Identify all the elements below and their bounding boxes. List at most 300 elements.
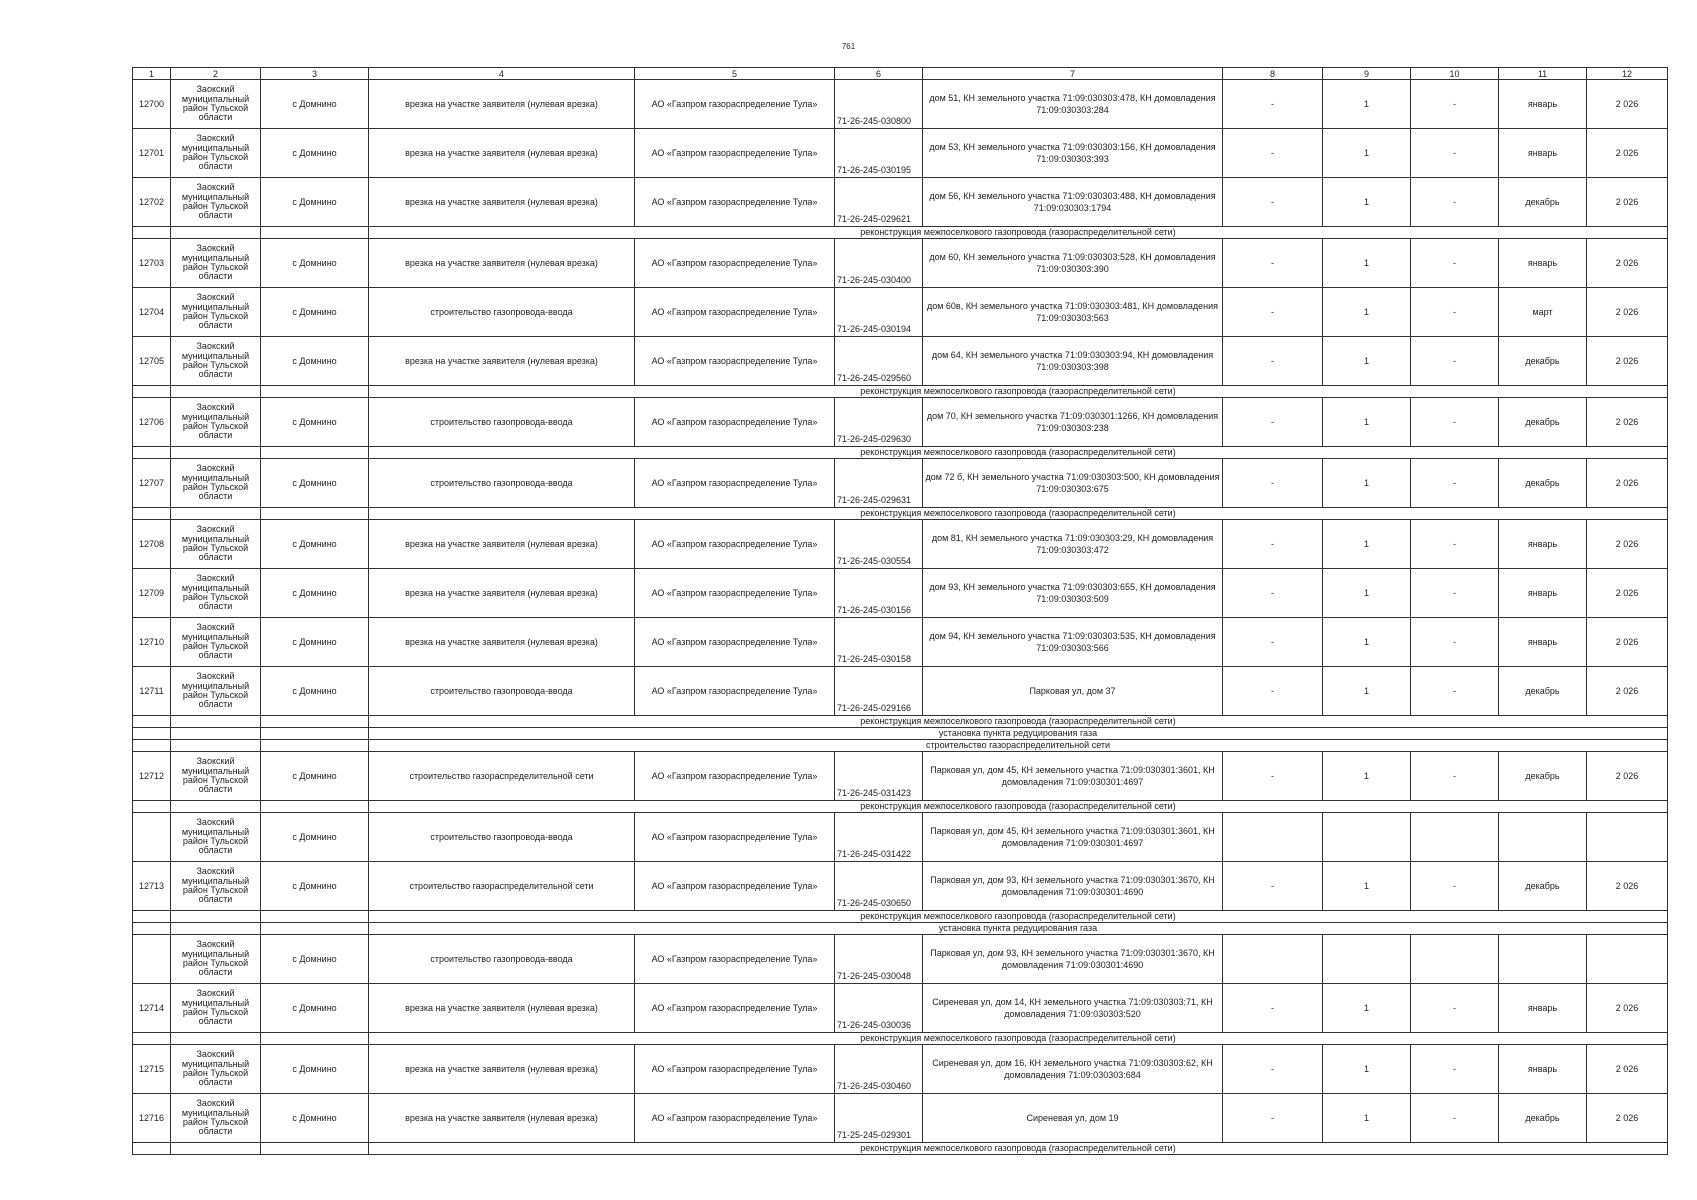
col10-cell: [1411, 935, 1499, 984]
address-cell: дом 72 б, КН земельного участка 71:09:030303:500, КН домовладения 71:09:030303:675: [923, 459, 1223, 508]
district-cell: Заокский муниципальный район Тульской области: [171, 667, 261, 716]
locality-cell: с Домнино: [261, 667, 369, 716]
empty-cell: [261, 1143, 369, 1155]
col8-cell: -: [1223, 984, 1323, 1033]
object-code-cell: 71-26-245-030048: [835, 935, 923, 984]
locality-cell: с Домнино: [261, 80, 369, 129]
col8-cell: [1223, 813, 1323, 862]
empty-cell: [171, 716, 261, 728]
table-row: [133, 862, 1668, 911]
year-cell: 2 026: [1587, 80, 1668, 129]
subheading-text: реконструкция межпоселкового газопровода (газораспределительной сети): [369, 911, 1668, 923]
locality-cell: с Домнино: [261, 239, 369, 288]
work-type-cell: врезка на участке заявителя (нулевая врезка): [369, 239, 635, 288]
header-cell: 4: [369, 68, 635, 80]
address-cell: дом 70, КН земельного участка 71:09:030301:1266, КН домовладения 71:09:030303:238: [923, 398, 1223, 447]
col9-cell: 1: [1323, 862, 1411, 911]
col9-cell: 1: [1323, 239, 1411, 288]
year-cell: 2 026: [1587, 1045, 1668, 1094]
month-cell: декабрь: [1499, 1094, 1587, 1143]
object-code-cell: 71-25-245-029301: [835, 1094, 923, 1143]
col10-cell: -: [1411, 80, 1499, 129]
col9-cell: 1: [1323, 984, 1411, 1033]
organization-cell: АО «Газпром газораспределение Тула»: [635, 1094, 835, 1143]
organization-cell: АО «Газпром газораспределение Тула»: [635, 239, 835, 288]
col10-cell: [1411, 813, 1499, 862]
empty-cell: [261, 716, 369, 728]
col8-cell: -: [1223, 1045, 1323, 1094]
col8-cell: -: [1223, 520, 1323, 569]
subheading-row: [133, 801, 1668, 813]
organization-cell: АО «Газпром газораспределение Тула»: [635, 618, 835, 667]
table-row: [133, 618, 1668, 667]
work-type-cell: строительство газопровода-ввода: [369, 398, 635, 447]
empty-cell: [133, 716, 171, 728]
col8-cell: -: [1223, 80, 1323, 129]
empty-cell: [171, 1033, 261, 1045]
month-cell: январь: [1499, 984, 1587, 1033]
table-row: [133, 80, 1668, 129]
year-cell: 2 026: [1587, 569, 1668, 618]
empty-cell: [171, 447, 261, 459]
year-cell: 2 026: [1587, 667, 1668, 716]
object-code-cell: 71-26-245-030400: [835, 239, 923, 288]
header-cell: 5: [635, 68, 835, 80]
object-code-cell: 71-26-245-029621: [835, 178, 923, 227]
page-number: 761: [841, 42, 856, 51]
table-row: [133, 459, 1668, 508]
object-code-cell: 71-26-245-029560: [835, 337, 923, 386]
work-type-cell: строительство газопровода-ввода: [369, 935, 635, 984]
empty-cell: [133, 801, 171, 813]
object-code-cell: 71-26-245-030036: [835, 984, 923, 1033]
col9-cell: 1: [1323, 1045, 1411, 1094]
district-cell: Заокский муниципальный район Тульской области: [171, 129, 261, 178]
empty-cell: [171, 386, 261, 398]
col10-cell: -: [1411, 288, 1499, 337]
work-type-cell: строительство газораспределительной сети: [369, 752, 635, 801]
object-code-cell: 71-26-245-030194: [835, 288, 923, 337]
year-cell: 2 026: [1587, 129, 1668, 178]
col9-cell: 1: [1323, 520, 1411, 569]
subheading-row: [133, 923, 1668, 935]
col8-cell: -: [1223, 1094, 1323, 1143]
row-number: 12700: [133, 80, 171, 129]
address-cell: дом 56, КН земельного участка 71:09:030303:488, КН домовладения 71:09:030303:1794: [923, 178, 1223, 227]
empty-cell: [261, 447, 369, 459]
table-row: [133, 569, 1668, 618]
district-cell: Заокский муниципальный район Тульской области: [171, 459, 261, 508]
subheading-text: реконструкция межпоселкового газопровода (газораспределительной сети): [369, 227, 1668, 239]
empty-cell: [171, 911, 261, 923]
work-type-cell: врезка на участке заявителя (нулевая врезка): [369, 178, 635, 227]
locality-cell: с Домнино: [261, 398, 369, 447]
table-row: [133, 752, 1668, 801]
header-cell: 2: [171, 68, 261, 80]
row-number: 12714: [133, 984, 171, 1033]
month-cell: декабрь: [1499, 178, 1587, 227]
organization-cell: АО «Газпром газораспределение Тула»: [635, 459, 835, 508]
col9-cell: 1: [1323, 288, 1411, 337]
col9-cell: 1: [1323, 752, 1411, 801]
subheading-text: реконструкция межпоселкового газопровода (газораспределительной сети): [369, 386, 1668, 398]
district-cell: Заокский муниципальный район Тульской области: [171, 337, 261, 386]
table-row: [133, 1045, 1668, 1094]
year-cell: [1587, 935, 1668, 984]
col9-cell: 1: [1323, 459, 1411, 508]
row-number: 12710: [133, 618, 171, 667]
month-cell: январь: [1499, 618, 1587, 667]
table-row: [133, 288, 1668, 337]
subheading-text: установка пункта редуцирования газа: [369, 728, 1668, 740]
subheading-row: [133, 728, 1668, 740]
year-cell: 2 026: [1587, 178, 1668, 227]
organization-cell: АО «Газпром газораспределение Тула»: [635, 862, 835, 911]
object-code-cell: 71-26-245-030650: [835, 862, 923, 911]
locality-cell: с Домнино: [261, 569, 369, 618]
empty-cell: [133, 728, 171, 740]
header-cell: 11: [1499, 68, 1587, 80]
work-type-cell: строительство газопровода-ввода: [369, 813, 635, 862]
col10-cell: -: [1411, 752, 1499, 801]
organization-cell: АО «Газпром газораспределение Тула»: [635, 337, 835, 386]
organization-cell: АО «Газпром газораспределение Тула»: [635, 984, 835, 1033]
work-type-cell: врезка на участке заявителя (нулевая врезка): [369, 984, 635, 1033]
district-cell: Заокский муниципальный район Тульской области: [171, 520, 261, 569]
subheading-text: установка пункта редуцирования газа: [369, 923, 1668, 935]
work-type-cell: врезка на участке заявителя (нулевая врезка): [369, 129, 635, 178]
row-number: 12703: [133, 239, 171, 288]
empty-cell: [133, 740, 171, 752]
address-cell: дом 81, КН земельного участка 71:09:030303:29, КН домовладения 71:09:030303:472: [923, 520, 1223, 569]
address-cell: дом 51, КН земельного участка 71:09:030303:478, КН домовладения 71:09:030303:284: [923, 80, 1223, 129]
year-cell: 2 026: [1587, 337, 1668, 386]
col8-cell: -: [1223, 569, 1323, 618]
district-cell: Заокский муниципальный район Тульской области: [171, 618, 261, 667]
district-cell: Заокский муниципальный район Тульской области: [171, 398, 261, 447]
locality-cell: с Домнино: [261, 288, 369, 337]
locality-cell: с Домнино: [261, 1094, 369, 1143]
year-cell: 2 026: [1587, 984, 1668, 1033]
col8-cell: -: [1223, 667, 1323, 716]
year-cell: 2 026: [1587, 239, 1668, 288]
object-code-cell: 71-26-245-030460: [835, 1045, 923, 1094]
organization-cell: АО «Газпром газораспределение Тула»: [635, 935, 835, 984]
object-code-cell: 71-26-245-029630: [835, 398, 923, 447]
organization-cell: АО «Газпром газораспределение Тула»: [635, 520, 835, 569]
col10-cell: -: [1411, 520, 1499, 569]
locality-cell: с Домнино: [261, 984, 369, 1033]
month-cell: январь: [1499, 520, 1587, 569]
subheading-text: реконструкция межпоселкового газопровода (газораспределительной сети): [369, 801, 1668, 813]
locality-cell: с Домнино: [261, 178, 369, 227]
subheading-row: [133, 386, 1668, 398]
table-row: [133, 398, 1668, 447]
work-type-cell: строительство газопровода-ввода: [369, 667, 635, 716]
header-cell: 6: [835, 68, 923, 80]
district-cell: Заокский муниципальный район Тульской области: [171, 984, 261, 1033]
empty-cell: [171, 728, 261, 740]
col8-cell: -: [1223, 178, 1323, 227]
col10-cell: -: [1411, 129, 1499, 178]
row-number: 12708: [133, 520, 171, 569]
work-type-cell: врезка на участке заявителя (нулевая врезка): [369, 337, 635, 386]
organization-cell: АО «Газпром газораспределение Тула»: [635, 813, 835, 862]
object-code-cell: 71-26-245-029166: [835, 667, 923, 716]
object-code-cell: 71-26-245-031423: [835, 752, 923, 801]
empty-cell: [261, 801, 369, 813]
address-cell: дом 93, КН земельного участка 71:09:030303:655, КН домовладения 71:09:030303:509: [923, 569, 1223, 618]
address-cell: Парковая ул, дом 37: [923, 667, 1223, 716]
subheading-row: [133, 227, 1668, 239]
subheading-row: [133, 447, 1668, 459]
empty-cell: [261, 911, 369, 923]
object-code-cell: 71-26-245-030158: [835, 618, 923, 667]
month-cell: декабрь: [1499, 862, 1587, 911]
district-cell: Заокский муниципальный район Тульской области: [171, 1094, 261, 1143]
table-row: [133, 1094, 1668, 1143]
address-cell: дом 64, КН земельного участка 71:09:030303:94, КН домовладения 71:09:030303:398: [923, 337, 1223, 386]
organization-cell: АО «Газпром газораспределение Тула»: [635, 288, 835, 337]
subheading-text: реконструкция межпоселкового газопровода (газораспределительной сети): [369, 716, 1668, 728]
district-cell: Заокский муниципальный район Тульской области: [171, 813, 261, 862]
header-cell: 12: [1587, 68, 1668, 80]
col8-cell: -: [1223, 337, 1323, 386]
organization-cell: АО «Газпром газораспределение Тула»: [635, 178, 835, 227]
month-cell: декабрь: [1499, 752, 1587, 801]
header-cell: 10: [1411, 68, 1499, 80]
empty-cell: [171, 508, 261, 520]
row-number: 12716: [133, 1094, 171, 1143]
year-cell: [1587, 813, 1668, 862]
empty-cell: [133, 447, 171, 459]
col10-cell: -: [1411, 569, 1499, 618]
address-cell: Парковая ул, дом 45, КН земельного участка 71:09:030301:3601, КН домовладения 71:09:030301:4697: [923, 752, 1223, 801]
col8-cell: [1223, 935, 1323, 984]
table-row: [133, 129, 1668, 178]
district-cell: Заокский муниципальный район Тульской области: [171, 752, 261, 801]
month-cell: январь: [1499, 569, 1587, 618]
address-cell: Сиреневая ул, дом 19: [923, 1094, 1223, 1143]
row-number: 12704: [133, 288, 171, 337]
work-type-cell: строительство газопровода-ввода: [369, 288, 635, 337]
year-cell: 2 026: [1587, 398, 1668, 447]
work-type-cell: врезка на участке заявителя (нулевая врезка): [369, 1045, 635, 1094]
header-cell: 7: [923, 68, 1223, 80]
table-row: [133, 520, 1668, 569]
col8-cell: -: [1223, 398, 1323, 447]
col9-cell: 1: [1323, 398, 1411, 447]
row-number: [133, 935, 171, 984]
col10-cell: -: [1411, 459, 1499, 508]
table-row: [133, 984, 1668, 1033]
address-cell: Сиреневая ул, дом 16, КН земельного участка 71:09:030303:62, КН домовладения 71:09:030303:684: [923, 1045, 1223, 1094]
row-number: 12711: [133, 667, 171, 716]
object-code-cell: 71-26-245-029631: [835, 459, 923, 508]
organization-cell: АО «Газпром газораспределение Тула»: [635, 80, 835, 129]
col9-cell: 1: [1323, 80, 1411, 129]
col9-cell: 1: [1323, 618, 1411, 667]
month-cell: январь: [1499, 129, 1587, 178]
col10-cell: -: [1411, 1094, 1499, 1143]
subheading-row: [133, 740, 1668, 752]
year-cell: 2 026: [1587, 288, 1668, 337]
address-cell: Парковая ул, дом 93, КН земельного участка 71:09:030301:3670, КН домовладения 71:09:030301:4690: [923, 862, 1223, 911]
col8-cell: -: [1223, 459, 1323, 508]
district-cell: Заокский муниципальный район Тульской области: [171, 569, 261, 618]
locality-cell: с Домнино: [261, 813, 369, 862]
row-number: 12705: [133, 337, 171, 386]
table-row: [133, 813, 1668, 862]
locality-cell: с Домнино: [261, 1045, 369, 1094]
empty-cell: [261, 386, 369, 398]
organization-cell: АО «Газпром газораспределение Тула»: [635, 398, 835, 447]
table-row: [133, 178, 1668, 227]
month-cell: декабрь: [1499, 337, 1587, 386]
year-cell: 2 026: [1587, 618, 1668, 667]
month-cell: [1499, 813, 1587, 862]
address-cell: дом 60, КН земельного участка 71:09:030303:528, КН домовладения 71:09:030303:390: [923, 239, 1223, 288]
object-code-cell: 71-26-245-031422: [835, 813, 923, 862]
row-number: [133, 813, 171, 862]
row-number: 12712: [133, 752, 171, 801]
col10-cell: -: [1411, 239, 1499, 288]
empty-cell: [133, 227, 171, 239]
col9-cell: 1: [1323, 129, 1411, 178]
locality-cell: с Домнино: [261, 337, 369, 386]
organization-cell: АО «Газпром газораспределение Тула»: [635, 752, 835, 801]
locality-cell: с Домнино: [261, 129, 369, 178]
locality-cell: с Домнино: [261, 752, 369, 801]
row-number: 12701: [133, 129, 171, 178]
district-cell: Заокский муниципальный район Тульской области: [171, 862, 261, 911]
empty-cell: [171, 801, 261, 813]
district-cell: Заокский муниципальный район Тульской области: [171, 178, 261, 227]
year-cell: 2 026: [1587, 1094, 1668, 1143]
col10-cell: -: [1411, 862, 1499, 911]
object-code-cell: 71-26-245-030800: [835, 80, 923, 129]
empty-cell: [261, 1033, 369, 1045]
col8-cell: -: [1223, 618, 1323, 667]
empty-cell: [133, 386, 171, 398]
year-cell: 2 026: [1587, 459, 1668, 508]
organization-cell: АО «Газпром газораспределение Тула»: [635, 667, 835, 716]
work-type-cell: врезка на участке заявителя (нулевая врезка): [369, 618, 635, 667]
subheading-row: [133, 911, 1668, 923]
row-number: 12707: [133, 459, 171, 508]
district-cell: Заокский муниципальный район Тульской области: [171, 288, 261, 337]
empty-cell: [171, 923, 261, 935]
row-number: 12713: [133, 862, 171, 911]
address-cell: Парковая ул, дом 45, КН земельного участка 71:09:030301:3601, КН домовладения 71:09:030301:4697: [923, 813, 1223, 862]
address-cell: дом 60в, КН земельного участка 71:09:030303:481, КН домовладения 71:09:030303:563: [923, 288, 1223, 337]
table-body: [133, 68, 1668, 1155]
header-cell: 1: [133, 68, 171, 80]
col10-cell: -: [1411, 337, 1499, 386]
col10-cell: -: [1411, 984, 1499, 1033]
organization-cell: АО «Газпром газораспределение Тула»: [635, 569, 835, 618]
object-code-cell: 71-26-245-030554: [835, 520, 923, 569]
table-row: [133, 239, 1668, 288]
object-code-cell: 71-26-245-030156: [835, 569, 923, 618]
work-type-cell: врезка на участке заявителя (нулевая врезка): [369, 1094, 635, 1143]
header-cell: 9: [1323, 68, 1411, 80]
month-cell: январь: [1499, 239, 1587, 288]
subheading-text: реконструкция межпоселкового газопровода (газораспределительной сети): [369, 1143, 1668, 1155]
row-number: 12715: [133, 1045, 171, 1094]
locality-cell: с Домнино: [261, 862, 369, 911]
table-row: [133, 337, 1668, 386]
year-cell: 2 026: [1587, 520, 1668, 569]
work-type-cell: строительство газопровода-ввода: [369, 459, 635, 508]
col9-cell: 1: [1323, 178, 1411, 227]
organization-cell: АО «Газпром газораспределение Тула»: [635, 1045, 835, 1094]
header-cell: 3: [261, 68, 369, 80]
address-cell: дом 94, КН земельного участка 71:09:030303:535, КН домовладения 71:09:030303:566: [923, 618, 1223, 667]
col10-cell: -: [1411, 178, 1499, 227]
empty-cell: [171, 1143, 261, 1155]
month-cell: январь: [1499, 80, 1587, 129]
col8-cell: -: [1223, 288, 1323, 337]
subheading-row: [133, 716, 1668, 728]
row-number: 12706: [133, 398, 171, 447]
col10-cell: -: [1411, 618, 1499, 667]
table-row: [133, 935, 1668, 984]
month-cell: март: [1499, 288, 1587, 337]
locality-cell: с Домнино: [261, 459, 369, 508]
address-cell: Парковая ул, дом 93, КН земельного участка 71:09:030301:3670, КН домовладения 71:09:030301:4690: [923, 935, 1223, 984]
district-cell: Заокский муниципальный район Тульской области: [171, 80, 261, 129]
empty-cell: [261, 728, 369, 740]
row-number: 12702: [133, 178, 171, 227]
empty-cell: [133, 1143, 171, 1155]
col10-cell: -: [1411, 398, 1499, 447]
col9-cell: 1: [1323, 1094, 1411, 1143]
empty-cell: [133, 911, 171, 923]
object-code-cell: 71-26-245-030195: [835, 129, 923, 178]
empty-cell: [133, 923, 171, 935]
empty-cell: [133, 1033, 171, 1045]
subheading-text: реконструкция межпоселкового газопровода (газораспределительной сети): [369, 1033, 1668, 1045]
empty-cell: [261, 508, 369, 520]
year-cell: 2 026: [1587, 752, 1668, 801]
district-cell: Заокский муниципальный район Тульской области: [171, 1045, 261, 1094]
row-number: 12709: [133, 569, 171, 618]
subheading-row: [133, 508, 1668, 520]
locality-cell: с Домнино: [261, 520, 369, 569]
gasification-table: [132, 67, 1668, 1155]
col9-cell: [1323, 813, 1411, 862]
col9-cell: 1: [1323, 569, 1411, 618]
month-cell: декабрь: [1499, 398, 1587, 447]
header-row: [133, 68, 1668, 80]
locality-cell: с Домнино: [261, 618, 369, 667]
header-cell: 8: [1223, 68, 1323, 80]
work-type-cell: строительство газораспределительной сети: [369, 862, 635, 911]
col9-cell: [1323, 935, 1411, 984]
subheading-text: реконструкция межпоселкового газопровода (газораспределительной сети): [369, 508, 1668, 520]
col10-cell: -: [1411, 1045, 1499, 1094]
empty-cell: [261, 923, 369, 935]
col8-cell: -: [1223, 862, 1323, 911]
work-type-cell: врезка на участке заявителя (нулевая врезка): [369, 569, 635, 618]
address-cell: дом 53, КН земельного участка 71:09:030303:156, КН домовладения 71:09:030303:393: [923, 129, 1223, 178]
district-cell: Заокский муниципальный район Тульской области: [171, 239, 261, 288]
organization-cell: АО «Газпром газораспределение Тула»: [635, 129, 835, 178]
col8-cell: -: [1223, 239, 1323, 288]
month-cell: [1499, 935, 1587, 984]
locality-cell: с Домнино: [261, 935, 369, 984]
